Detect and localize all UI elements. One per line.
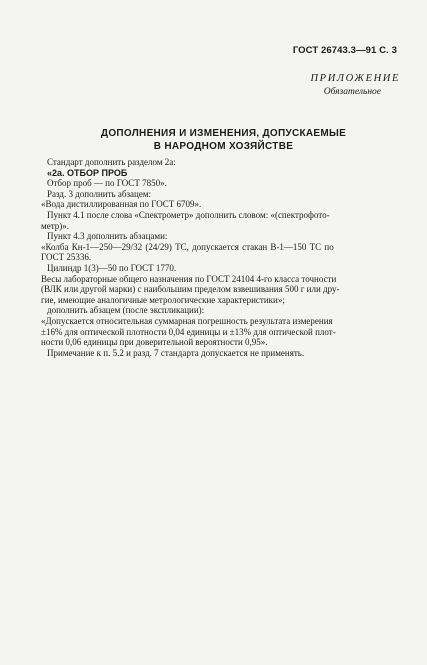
appendix-status: Обязательное xyxy=(323,87,381,97)
paragraph-line: ГОСТ 25336. xyxy=(41,252,92,263)
paragraph: Примечание к п. 5.2 и разд. 7 стандарта допускается не применять. xyxy=(47,347,305,358)
paragraph: Отбор проб — по ГОСТ 7850». xyxy=(47,178,167,189)
paragraph: Разд. 3 дополнить абзацем: xyxy=(47,188,152,199)
paragraph: Пункт 4.3 дополнить абзацами: xyxy=(47,231,168,242)
paragraph-line: Пункт 4.1 после слова «Спектрометр» дополнить словом: «(спектрофото- xyxy=(47,209,330,220)
section-title xyxy=(0,127,427,153)
section-title-line1: ДОПОЛНЕНИЯ И ИЗМЕНЕНИЯ, ДОПУСКАЕМЫЕ xyxy=(100,128,347,139)
paragraph: Цилиндр 1(3)—50 по ГОСТ 1770. xyxy=(47,262,177,273)
page-header-standard-ref: ГОСТ 26743.3—91 С. 3 xyxy=(292,45,397,56)
paragraph-line: ности 0,06 единицы при доверительной вероятности 0,95». xyxy=(41,337,268,348)
appendix-label: ПРИЛОЖЕНИЕ xyxy=(310,73,400,84)
paragraph: «Вода дистиллированная по ГОСТ 6709». xyxy=(41,199,202,210)
section-heading: «2а. ОТБОР ПРОБ xyxy=(47,167,128,178)
paragraph-line: Весы лабораторные общего назначения по ГОСТ 24104 4-го класса точности xyxy=(41,273,337,284)
paragraph-line: ±16% для оптической плотности 0,04 единицы и ±13% для оптической плот- xyxy=(41,326,336,337)
paragraph: Стандарт дополнить разделом 2а: xyxy=(47,157,176,167)
paragraph-line: «Колба Кн-1—250—29/32 (24/29) ТС, допускается стакан В-1—150 ТС по xyxy=(41,241,334,252)
section-title-line2: В НАРОДНОМ ХОЗЯЙСТВЕ xyxy=(153,141,294,152)
document-body xyxy=(41,157,399,358)
paragraph-line: метр)». xyxy=(41,220,69,231)
paragraph-line: (ВЛК или другой марки) с наибольшим пределом взвешивания 500 г или дру- xyxy=(41,284,340,295)
paragraph: дополнить абзацем (после экспликации): xyxy=(47,305,205,316)
paragraph-line: «Допускается относительная суммарная погрешность результата измерения xyxy=(41,315,333,326)
paragraph-line: гие, имеющие аналогичные метрологические характеристики»; xyxy=(41,294,285,305)
